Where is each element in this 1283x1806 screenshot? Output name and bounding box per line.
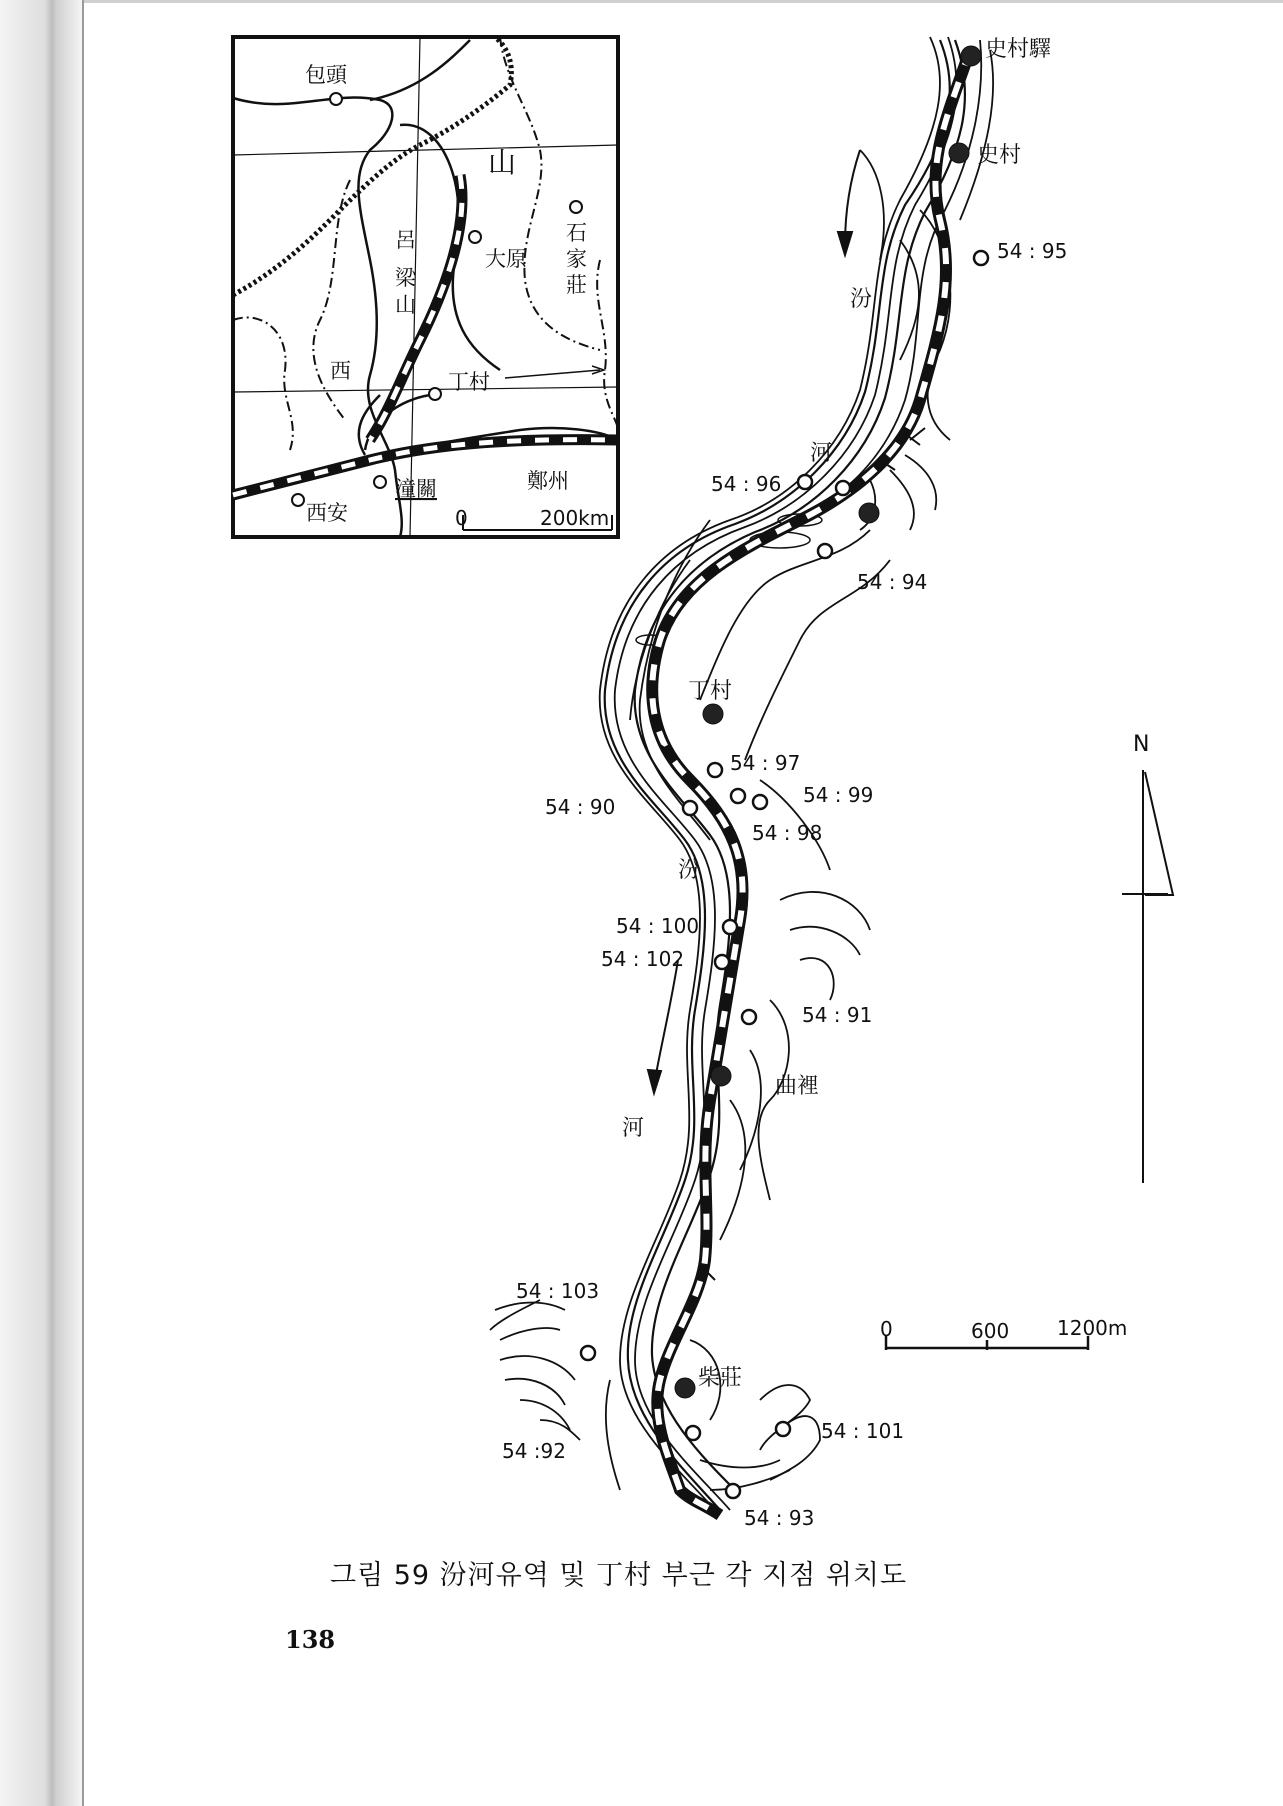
inset-map bbox=[233, 37, 618, 537]
site-label-54-100: 54 : 100 bbox=[616, 914, 700, 938]
inset-label-taiyuan: 大原 bbox=[485, 247, 527, 271]
inset-label-xian: 西安 bbox=[306, 501, 348, 525]
main-scale-mid: 600 bbox=[971, 1319, 1010, 1343]
inset-shijiazhuang-marker bbox=[570, 201, 582, 213]
river-label-he-1: 河 bbox=[810, 441, 833, 466]
inset-tongguan-marker bbox=[374, 476, 386, 488]
site-54-99-marker bbox=[753, 795, 767, 809]
site-label-54-95: 54 : 95 bbox=[997, 239, 1068, 263]
inset-label-dingcun: 丁村 bbox=[448, 370, 490, 394]
site-54-93-marker bbox=[726, 1484, 740, 1498]
site-label-54-96: 54 : 96 bbox=[711, 472, 782, 496]
site-54-94-marker bbox=[818, 544, 832, 558]
town-dingcun-marker bbox=[703, 704, 723, 724]
site-label-54-93: 54 : 93 bbox=[744, 1506, 815, 1530]
town-shicun-marker bbox=[949, 143, 969, 163]
site-label-54-97: 54 : 97 bbox=[730, 751, 801, 775]
inset-taiyuan-marker bbox=[469, 231, 481, 243]
site-label-54-92: 54 :92 bbox=[502, 1439, 566, 1463]
site-label-54-90: 54 : 90 bbox=[545, 795, 616, 819]
site-label-54-98: 54 : 98 bbox=[752, 821, 823, 845]
site-54-97-marker bbox=[708, 763, 722, 777]
site-near-94-marker bbox=[836, 481, 850, 495]
site-label-54-99: 54 : 99 bbox=[803, 783, 874, 807]
site-54-98-marker bbox=[731, 789, 745, 803]
town-label-quli: 曲裡 bbox=[775, 1074, 820, 1099]
site-54-103-marker bbox=[581, 1346, 595, 1360]
river-label-fen-1: 汾 bbox=[850, 287, 873, 312]
site-54-95-marker bbox=[974, 251, 988, 265]
site-label-54-94: 54 : 94 bbox=[857, 570, 928, 594]
north-arrow bbox=[1122, 770, 1173, 1183]
inset-baotou-marker bbox=[330, 93, 342, 105]
town-label-dingcun: 丁村 bbox=[688, 679, 733, 704]
site-near-chaizhuang-marker bbox=[686, 1426, 700, 1440]
town-quli-marker bbox=[711, 1066, 731, 1086]
site-54-90-marker bbox=[683, 801, 697, 815]
north-label: N bbox=[1133, 732, 1150, 757]
town-label-shicun: 史村 bbox=[977, 143, 1022, 168]
bridge-marker bbox=[859, 503, 879, 523]
figure-caption: 그림 59 汾河유역 및 丁村 부근 각 지점 위치도 bbox=[330, 1560, 908, 1591]
site-label-54-103: 54 : 103 bbox=[516, 1279, 600, 1303]
inset-label-luliang-1: 呂 bbox=[395, 228, 416, 252]
inset-label-luliang-3: 山 bbox=[395, 293, 416, 317]
main-scale-end: 1200m bbox=[1057, 1316, 1128, 1340]
inset-xian-marker bbox=[292, 494, 304, 506]
inset-frame bbox=[233, 37, 618, 537]
site-54-101-marker bbox=[776, 1422, 790, 1436]
site-54-102-marker bbox=[715, 955, 729, 969]
inset-label-zhengzhou: 鄭州 bbox=[527, 469, 569, 493]
town-shicunyi-marker bbox=[961, 46, 981, 66]
river-label-fen-2: 汾 bbox=[678, 858, 701, 883]
inset-label-xi: 西 bbox=[330, 359, 351, 383]
inset-scale-end: 200km bbox=[540, 506, 610, 530]
inset-label-luliang-2: 梁 bbox=[395, 266, 416, 290]
inset-label-shan: 山 bbox=[488, 146, 517, 179]
inset-label-shijiazhuang-2: 家 bbox=[566, 247, 587, 271]
page-number: 138 bbox=[285, 1625, 336, 1654]
town-label-shicunyi: 史村驛 bbox=[985, 37, 1052, 62]
site-54-96-marker bbox=[798, 475, 812, 489]
site-54-100-marker bbox=[723, 920, 737, 934]
river-label-he-2: 河 bbox=[622, 1116, 645, 1141]
site-label-54-102: 54 : 102 bbox=[601, 947, 685, 971]
inset-dingcun-marker bbox=[429, 388, 441, 400]
site-54-91-marker bbox=[742, 1010, 756, 1024]
inset-label-shijiazhuang-3: 莊 bbox=[566, 273, 587, 297]
inset-scale-zero: 0 bbox=[455, 506, 468, 530]
town-label-chaizhuang: 柴莊 bbox=[698, 1366, 743, 1391]
main-scale-zero: 0 bbox=[880, 1317, 893, 1341]
inset-label-tongguan: 潼關 bbox=[395, 477, 437, 501]
inset-label-baotou: 包頭 bbox=[305, 63, 347, 87]
site-label-54-91: 54 : 91 bbox=[802, 1003, 873, 1027]
site-label-54-101: 54 : 101 bbox=[821, 1419, 905, 1443]
town-chaizhuang-marker bbox=[675, 1378, 695, 1398]
fen-river-bank-west bbox=[605, 40, 950, 1510]
inset-label-shijiazhuang-1: 石 bbox=[566, 221, 587, 245]
